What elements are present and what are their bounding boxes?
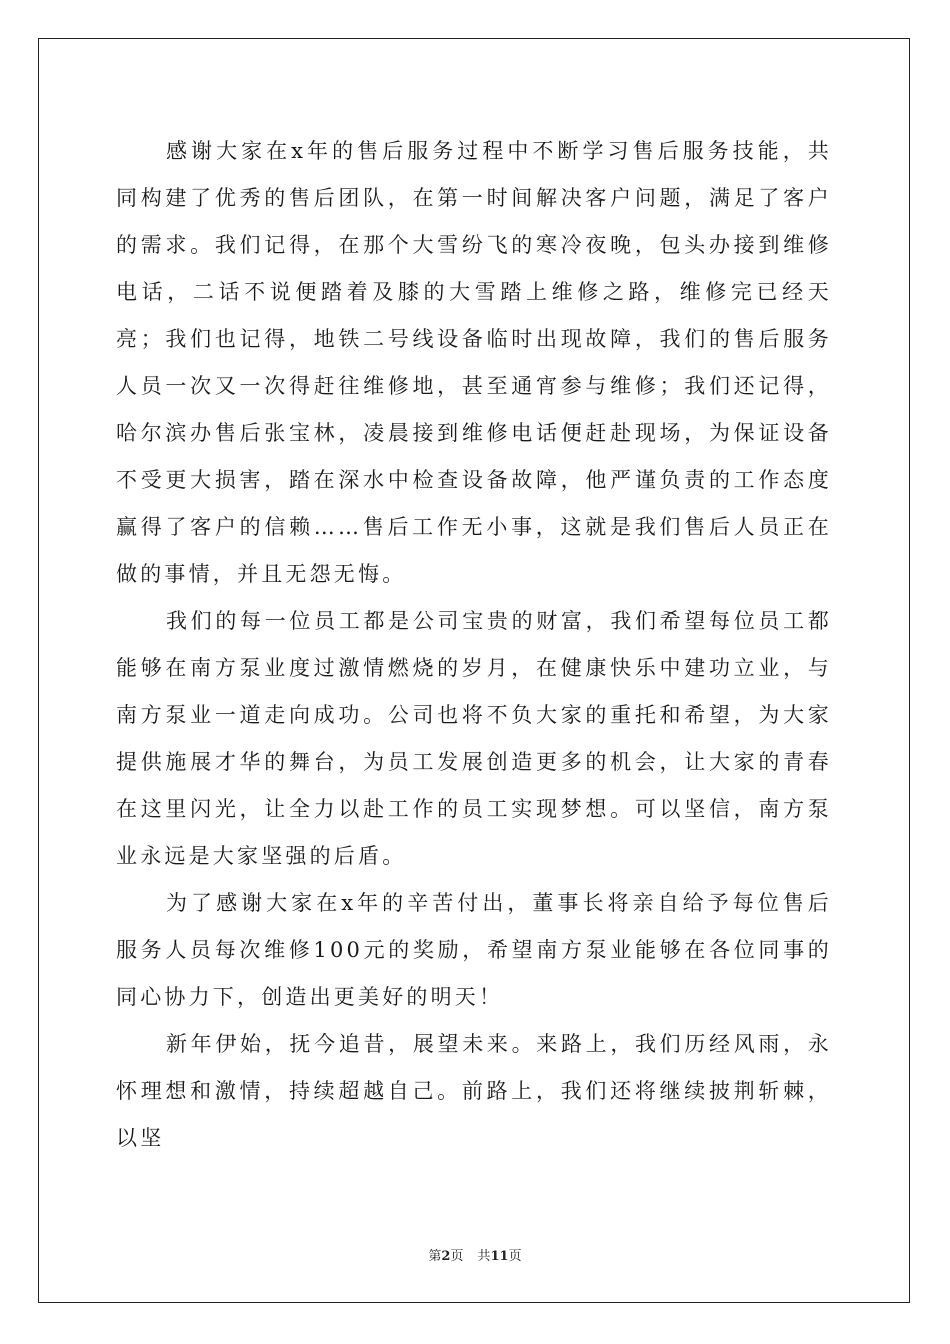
page-number: 2 (441, 1249, 451, 1264)
page-prefix: 第 (428, 1249, 442, 1264)
total-suffix: 页 (508, 1249, 522, 1264)
paragraph-4: 新年伊始，抚今追昔，展望未来。来路上，我们历经风雨，永怀理想和激情，持续超越自己。前路上，我们还将继续披荆斩棘，以坚 (116, 1032, 832, 1150)
total-pages: 11 (490, 1249, 509, 1264)
total-prefix: 共 (477, 1249, 491, 1264)
paragraph-1: 感谢大家在x年的售后服务过程中不断学习售后服务技能，共同构建了优秀的售后团队，在第一时间解决客户问题，满足了客户的需求。我们记得，在那个大雪纷飞的寒冷夜晚，包头办接到维修电话，二话不说便踏着及膝的大雪踏上维修之路，维修完已经天亮；我们也记得，地铁二号线设备临时出现故障，我们的售后服务人员一次又一次得赶往维修地，甚至通宵参与维修；我们还记得，哈尔滨办售后张宝林，凌晨接到维修电话便赶赴现场，为保证设备不受更大损害，踏在深水中检查设备故障，他严谨负责的工作态度赢得了客户的信赖……售后工作无小事，这就是我们售后人员正在做的事情，并且无怨无悔。 (116, 139, 832, 586)
paragraph-2: 我们的每一位员工都是公司宝贵的财富，我们希望每位员工都能够在南方泵业度过激情燃烧的岁月，在健康快乐中建功立业，与南方泵业一道走向成功。公司也将不负大家的重托和希望，为大家提供施展才华的舞台，为员工发展创造更多的机会，让大家的青春在这里闪光，让全力以赴工作的员工实现梦想。可以坚信，南方泵业永远是大家坚强的后盾。 (116, 609, 832, 868)
page-suffix: 页 (450, 1249, 464, 1264)
document-body (116, 128, 832, 1162)
page-footer (0, 1245, 950, 1264)
paragraph-3: 为了感谢大家在x年的辛苦付出，董事长将亲自给予每位售后服务人员每次维修100元的奖励，希望南方泵业能够在各位同事的同心协力下，创造出更美好的明天！ (116, 891, 832, 1009)
